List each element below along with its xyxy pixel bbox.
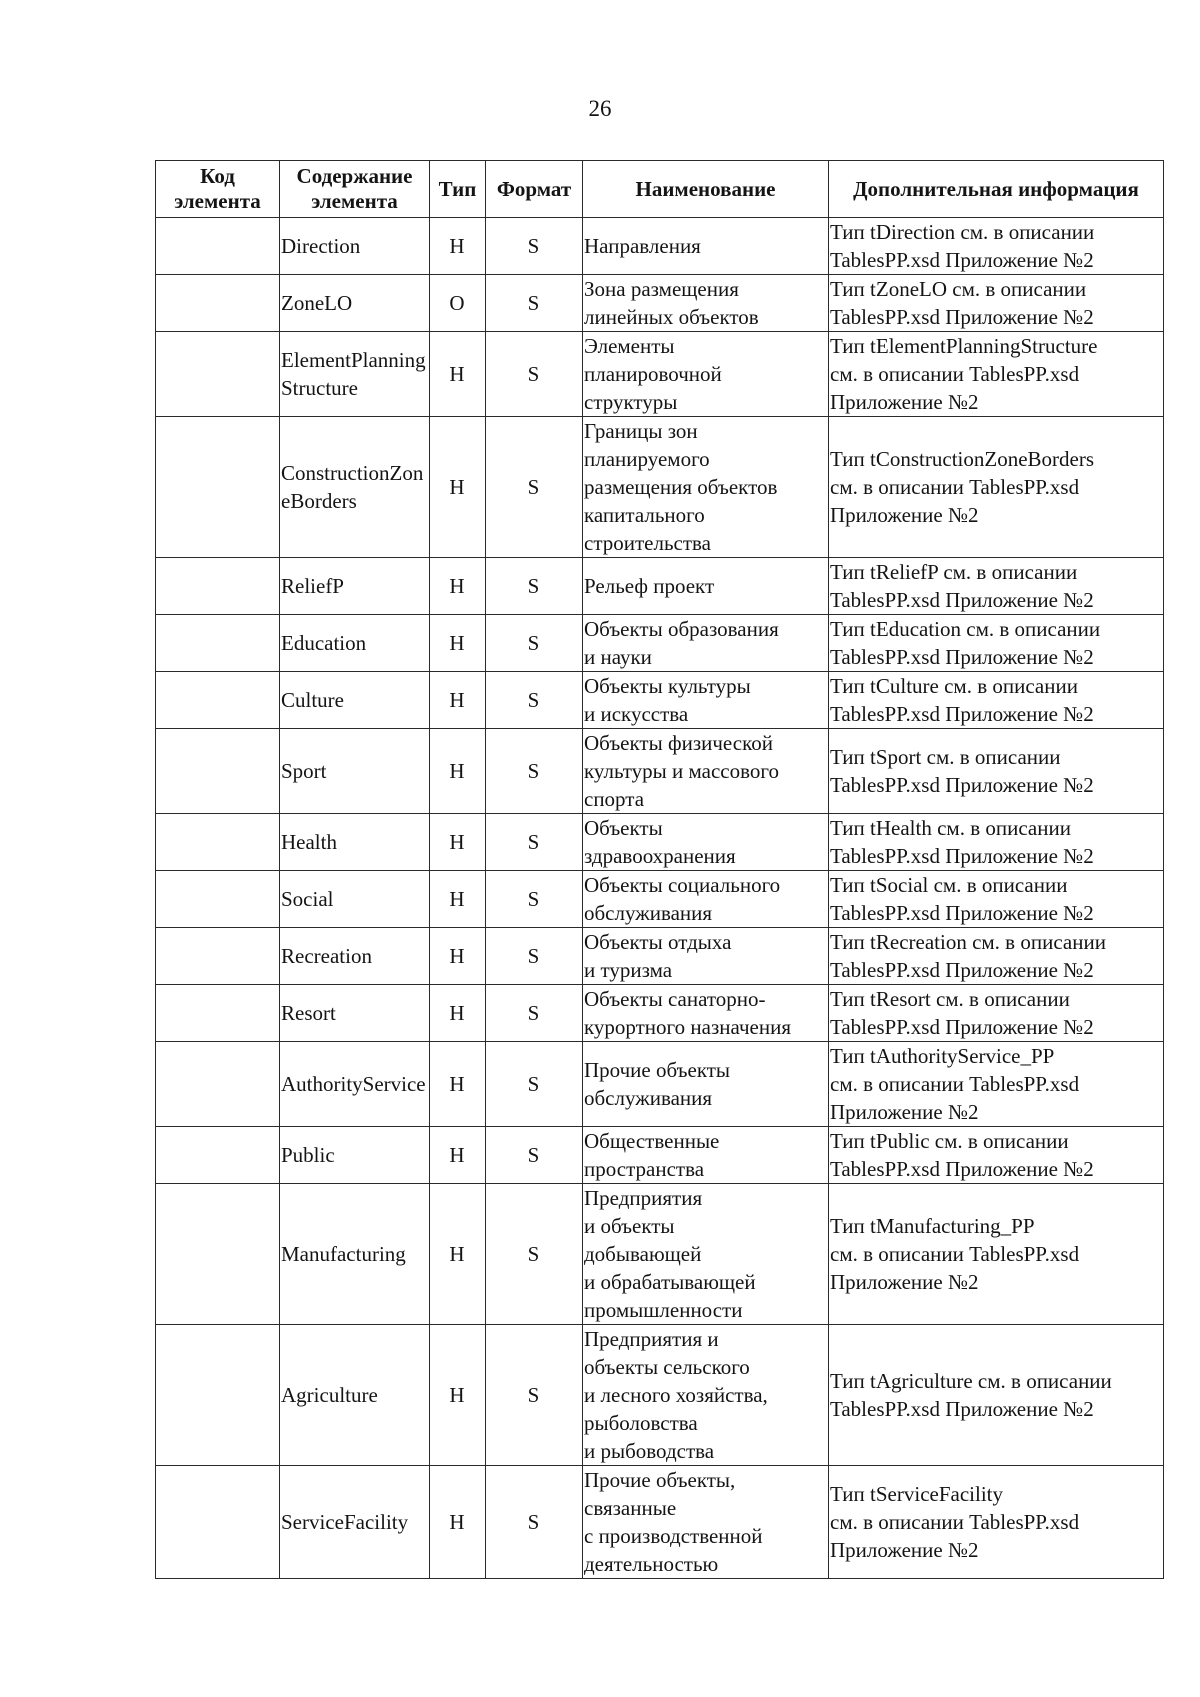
cell-code — [156, 814, 280, 871]
cell-format: S — [486, 332, 583, 417]
cell-info: Тип tElementPlanningStructure см. в описании TablesPP.xsd Приложение №2 — [829, 332, 1164, 417]
cell-code — [156, 275, 280, 332]
header-name: Наименование — [583, 161, 829, 218]
cell-type: Н — [430, 871, 486, 928]
cell-name: Элементы планировочной структуры — [583, 332, 829, 417]
cell-info: Тип tCulture см. в описании TablesPP.xsd Приложение №2 — [829, 672, 1164, 729]
table-row — [156, 615, 1164, 672]
cell-name: Объекты здравоохранения — [583, 814, 829, 871]
cell-content: Sport — [280, 729, 430, 814]
table-body — [156, 218, 1164, 1579]
cell-type: Н — [430, 417, 486, 558]
cell-format: S — [486, 1042, 583, 1127]
cell-code — [156, 615, 280, 672]
cell-code — [156, 417, 280, 558]
cell-name: Объекты отдыха и туризма — [583, 928, 829, 985]
cell-name: Предприятия и объекты сельского и лесного хозяйства, рыболовства и рыбоводства — [583, 1325, 829, 1466]
cell-name: Границы зон планируемого размещения объектов капитального строительства — [583, 417, 829, 558]
cell-content: ServiceFacility — [280, 1466, 430, 1579]
cell-info: Тип tZoneLO см. в описании TablesPP.xsd Приложение №2 — [829, 275, 1164, 332]
cell-content: Public — [280, 1127, 430, 1184]
page-number: 26 — [588, 96, 612, 121]
cell-code — [156, 672, 280, 729]
header-code: Код элемента — [156, 161, 280, 218]
cell-info: Тип tEducation см. в описании TablesPP.xsd Приложение №2 — [829, 615, 1164, 672]
table-row — [156, 1127, 1164, 1184]
cell-content: ReliefP — [280, 558, 430, 615]
cell-name: Объекты культуры и искусства — [583, 672, 829, 729]
cell-format: S — [486, 275, 583, 332]
header-type: Тип — [430, 161, 486, 218]
cell-format: S — [486, 672, 583, 729]
cell-content: Health — [280, 814, 430, 871]
cell-code — [156, 218, 280, 275]
table-row — [156, 871, 1164, 928]
cell-code — [156, 871, 280, 928]
cell-format: S — [486, 558, 583, 615]
cell-content: Direction — [280, 218, 430, 275]
element-table — [155, 160, 1164, 1579]
cell-name: Прочие объекты, связанные с производственной деятельностью — [583, 1466, 829, 1579]
cell-format: S — [486, 928, 583, 985]
cell-code — [156, 332, 280, 417]
cell-name: Объекты образования и науки — [583, 615, 829, 672]
cell-info: Тип tConstructionZoneBorders см. в описании TablesPP.xsd Приложение №2 — [829, 417, 1164, 558]
cell-content: ElementPlanningStructure — [280, 332, 430, 417]
cell-name: Объекты физической культуры и массового спорта — [583, 729, 829, 814]
cell-content: Resort — [280, 985, 430, 1042]
cell-info: Тип tServiceFacility см. в описании TablesPP.xsd Приложение №2 — [829, 1466, 1164, 1579]
cell-format: S — [486, 218, 583, 275]
cell-format: S — [486, 814, 583, 871]
cell-format: S — [486, 1466, 583, 1579]
table-row — [156, 729, 1164, 814]
cell-type: Н — [430, 985, 486, 1042]
cell-code — [156, 1127, 280, 1184]
header-content: Содержание элемента — [280, 161, 430, 218]
cell-type: Н — [430, 672, 486, 729]
cell-type: Н — [430, 615, 486, 672]
cell-type: Н — [430, 558, 486, 615]
cell-info: Тип tPublic см. в описании TablesPP.xsd Приложение №2 — [829, 1127, 1164, 1184]
cell-content: AuthorityService — [280, 1042, 430, 1127]
table-header — [156, 161, 1164, 218]
table-row — [156, 332, 1164, 417]
cell-info: Тип tRecreation см. в описании TablesPP.xsd Приложение №2 — [829, 928, 1164, 985]
cell-type: Н — [430, 332, 486, 417]
cell-info: Тип tSocial см. в описании TablesPP.xsd Приложение №2 — [829, 871, 1164, 928]
header-format: Формат — [486, 161, 583, 218]
cell-info: Тип tResort см. в описании TablesPP.xsd Приложение №2 — [829, 985, 1164, 1042]
cell-code — [156, 1325, 280, 1466]
cell-type: О — [430, 275, 486, 332]
cell-info: Тип tAgriculture см. в описании TablesPP.xsd Приложение №2 — [829, 1325, 1164, 1466]
cell-type: Н — [430, 814, 486, 871]
header-row — [156, 161, 1164, 218]
cell-type: Н — [430, 218, 486, 275]
cell-code — [156, 1184, 280, 1325]
cell-content: Culture — [280, 672, 430, 729]
cell-format: S — [486, 417, 583, 558]
table-row — [156, 417, 1164, 558]
cell-format: S — [486, 1184, 583, 1325]
cell-name: Общественные пространства — [583, 1127, 829, 1184]
table-row — [156, 814, 1164, 871]
table-row — [156, 1466, 1164, 1579]
cell-type: Н — [430, 729, 486, 814]
cell-name: Прочие объекты обслуживания — [583, 1042, 829, 1127]
cell-format: S — [486, 1127, 583, 1184]
cell-name: Предприятия и объекты добывающей и обрабатывающей промышленности — [583, 1184, 829, 1325]
cell-info: Тип tReliefP см. в описании TablesPP.xsd Приложение №2 — [829, 558, 1164, 615]
cell-info: Тип tManufacturing_PP см. в описании TablesPP.xsd Приложение №2 — [829, 1184, 1164, 1325]
cell-info: Тип tDirection см. в описании TablesPP.xsd Приложение №2 — [829, 218, 1164, 275]
cell-name: Зона размещения линейных объектов — [583, 275, 829, 332]
table-row — [156, 275, 1164, 332]
cell-code — [156, 928, 280, 985]
table-row — [156, 1184, 1164, 1325]
cell-content: Education — [280, 615, 430, 672]
cell-info: Тип tSport см. в описании TablesPP.xsd Приложение №2 — [829, 729, 1164, 814]
cell-content: Manufacturing — [280, 1184, 430, 1325]
table-row — [156, 985, 1164, 1042]
cell-type: Н — [430, 1325, 486, 1466]
cell-code — [156, 1042, 280, 1127]
cell-name: Рельеф проект — [583, 558, 829, 615]
cell-content: ZoneLO — [280, 275, 430, 332]
cell-info: Тип tAuthorityService_PP см. в описании TablesPP.xsd Приложение №2 — [829, 1042, 1164, 1127]
cell-code — [156, 729, 280, 814]
cell-code — [156, 558, 280, 615]
table-row — [156, 1042, 1164, 1127]
cell-info: Тип tHealth см. в описании TablesPP.xsd Приложение №2 — [829, 814, 1164, 871]
cell-type: Н — [430, 1127, 486, 1184]
table-row — [156, 1325, 1164, 1466]
header-info: Дополнительная информация — [829, 161, 1164, 218]
cell-format: S — [486, 615, 583, 672]
cell-format: S — [486, 985, 583, 1042]
cell-name: Объекты социального обслуживания — [583, 871, 829, 928]
cell-name: Объекты санаторно- курортного назначения — [583, 985, 829, 1042]
cell-type: Н — [430, 1184, 486, 1325]
cell-code — [156, 1466, 280, 1579]
cell-code — [156, 985, 280, 1042]
cell-format: S — [486, 729, 583, 814]
cell-content: Agriculture — [280, 1325, 430, 1466]
cell-type: Н — [430, 1042, 486, 1127]
cell-type: Н — [430, 928, 486, 985]
table-row — [156, 558, 1164, 615]
cell-content: Social — [280, 871, 430, 928]
cell-content: ConstructionZoneBorders — [280, 417, 430, 558]
cell-type: Н — [430, 1466, 486, 1579]
table-row — [156, 672, 1164, 729]
cell-format: S — [486, 871, 583, 928]
cell-name: Направления — [583, 218, 829, 275]
cell-content: Recreation — [280, 928, 430, 985]
table-row — [156, 928, 1164, 985]
table-row — [156, 218, 1164, 275]
cell-format: S — [486, 1325, 583, 1466]
